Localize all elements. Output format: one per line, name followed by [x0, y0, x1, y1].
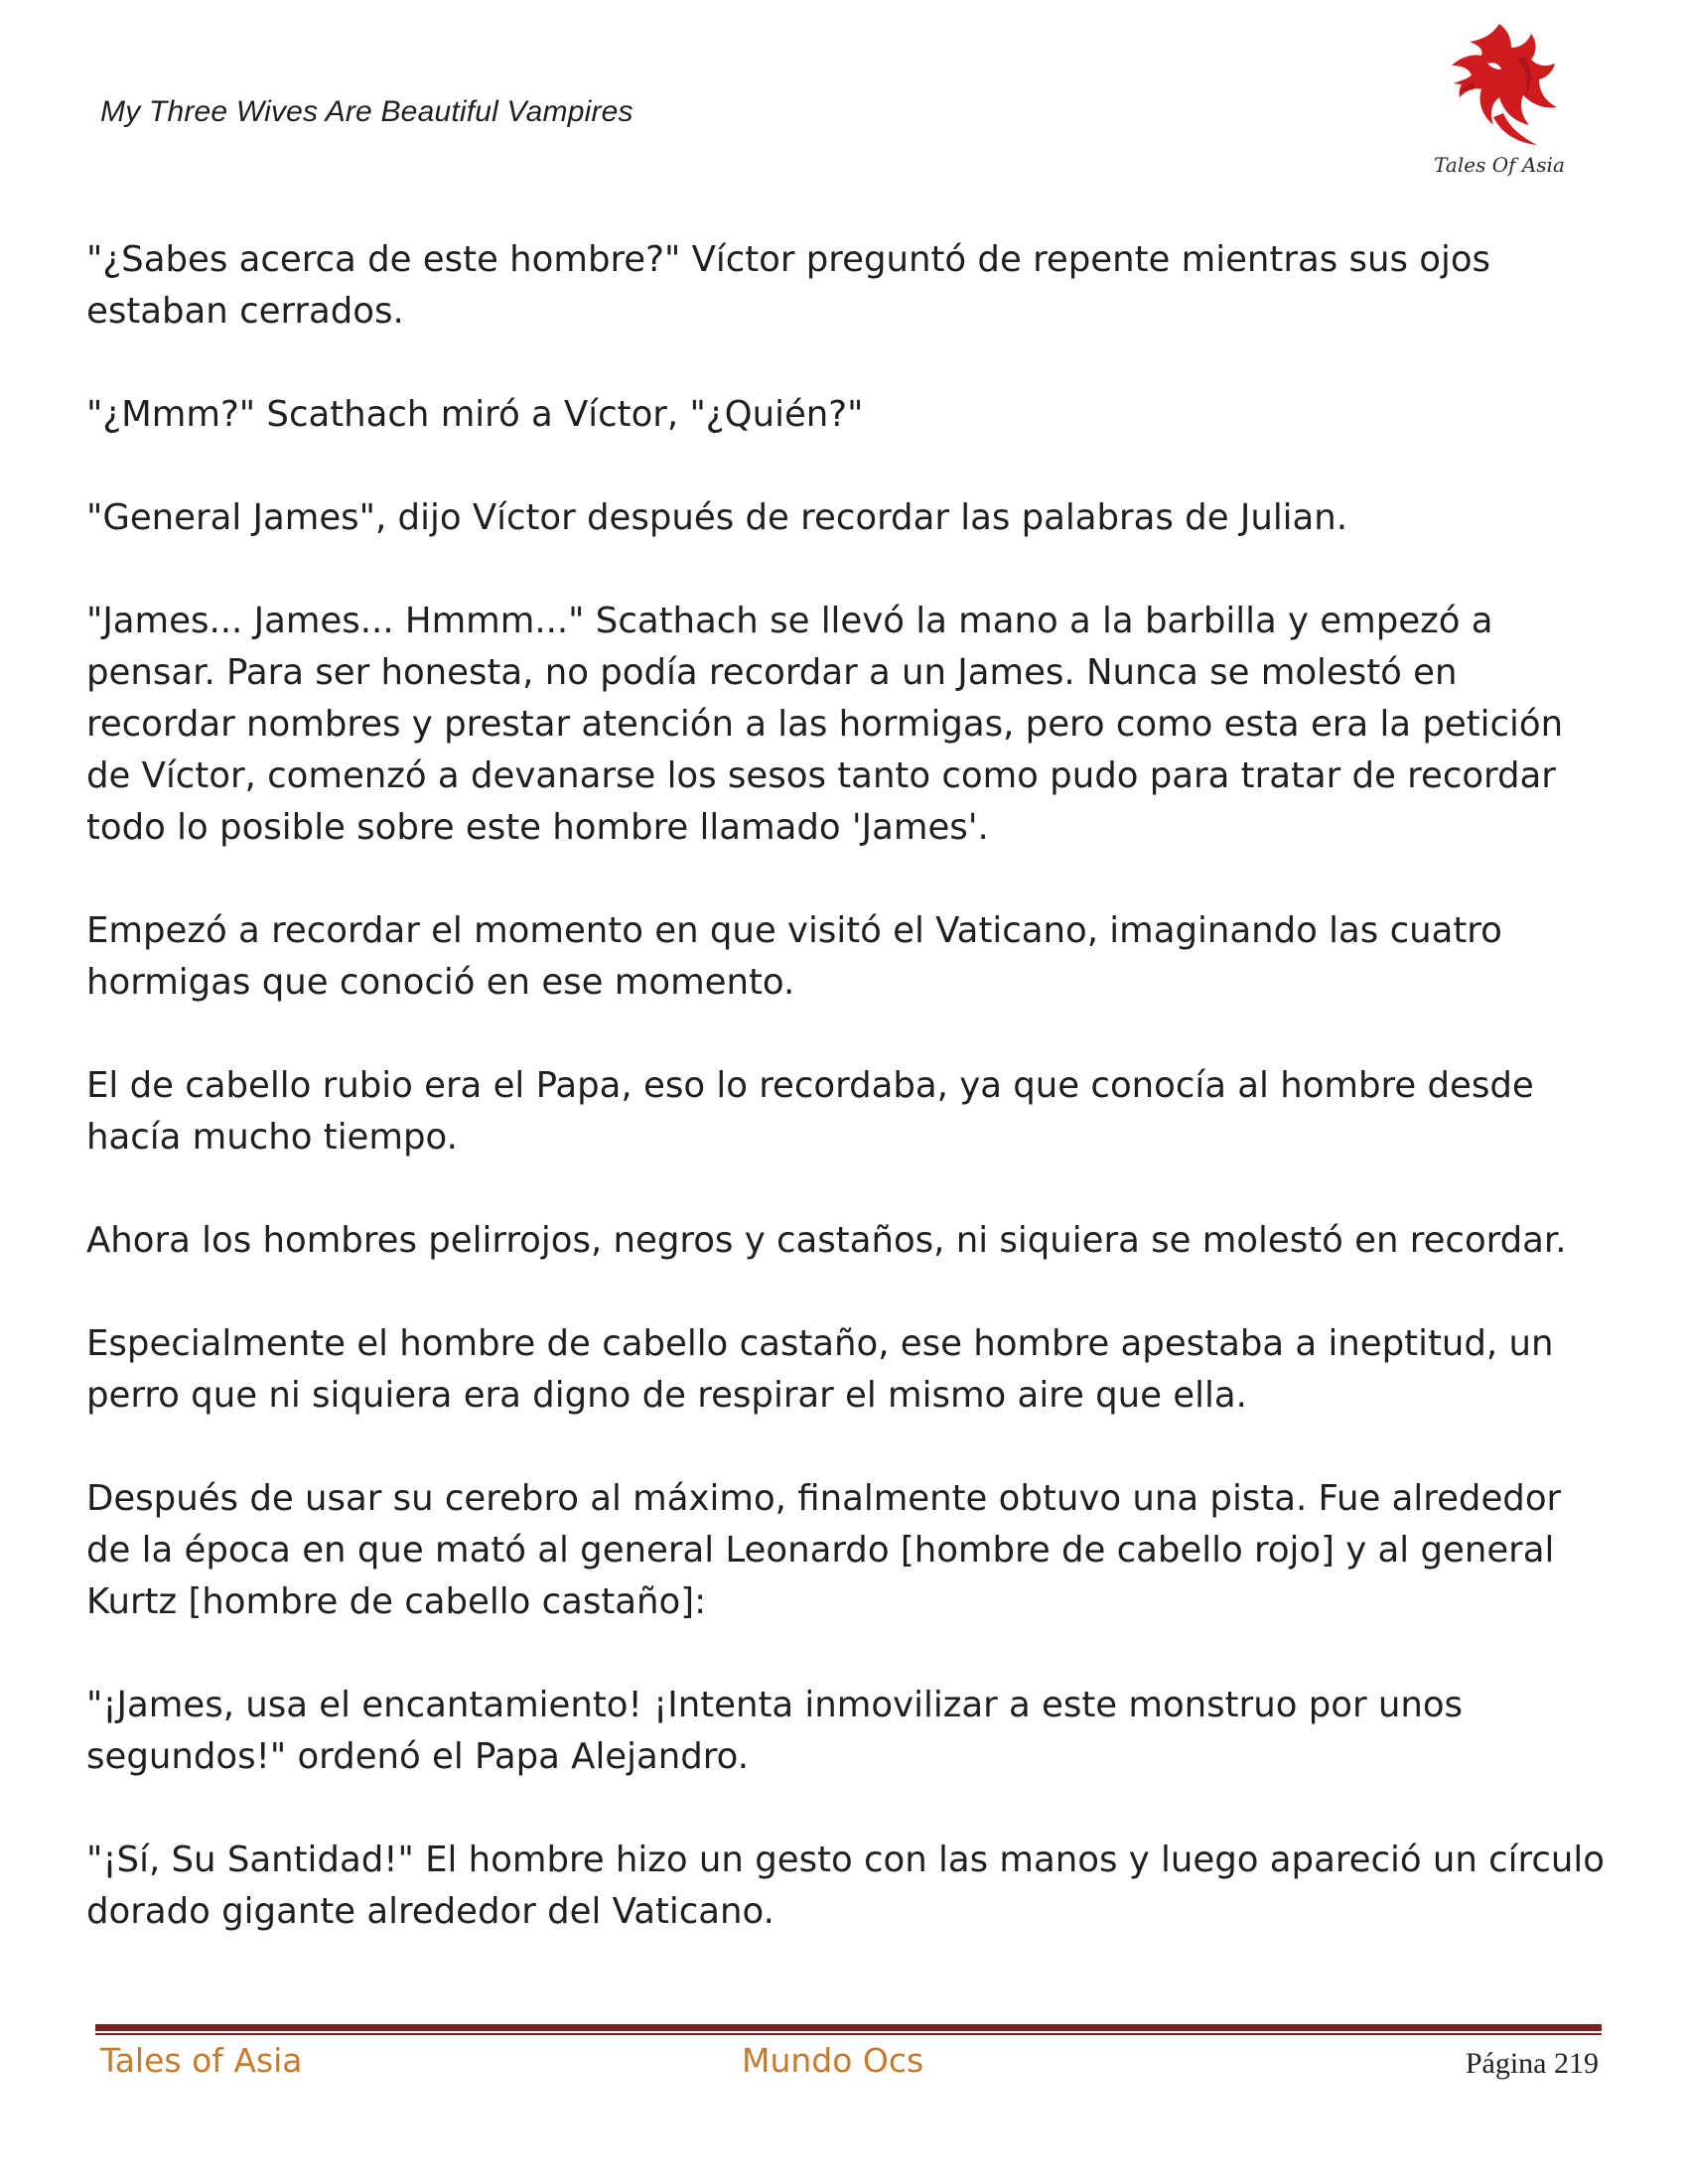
paragraph: Después de usar su cerebro al máximo, finalmente obtuvo una pista. Fue alrededor de la época en que mató al general Leonardo [hombre de cabello rojo] y al general Kurtz [hombre de cabello castaño]: [86, 1478, 1562, 1622]
paragraph: Ahora los hombres pelirrojos, negros y castaños, ni siquiera se molestó en recordar. [86, 1220, 1567, 1261]
paragraph: "¡James, usa el encantamiento! ¡Intenta inmovilizar a este monstruo por unos segundos!" ordenó el Papa Alejandro. [86, 1685, 1464, 1777]
paragraph: "General James", dijo Víctor después de recordar las palabras de Julian. [86, 497, 1348, 538]
footer-site: Mundo Ocs [742, 2041, 924, 2080]
paragraph: Especialmente el hombre de cabello castaño, ese hombre apestaba a ineptitud, un perro que ni siquiera era digno de respirar el mismo aire que ella. [86, 1323, 1554, 1416]
paragraph: El de cabello rubio era el Papa, eso lo recordaba, ya que conocía al hombre desde hacía mucho tiempo. [86, 1065, 1534, 1158]
paragraph: Empezó a recordar el momento en que visitó el Vaticano, imaginando las cuatro hormigas que conoció en ese momento. [86, 910, 1502, 1003]
dragon-icon [1430, 18, 1569, 157]
publisher-logo [1430, 18, 1569, 183]
paragraph: "James... James... Hmmm..." Scathach se llevó la mano a la barbilla y empezó a pensar. Para ser honesta, no podía recordar a un James. Nunca se molestó en recordar nombres y prestar atención a las hormigas, pero como esta era la petición de Víctor, comenzó a devanarse los sesos tanto como pudo para tratar de recordar todo lo posible sobre este hombre llamado 'James'. [86, 601, 1564, 848]
paragraph: "¿Sabes acerca de este hombre?" Víctor preguntó de repente mientras sus ojos estaban cerrados. [86, 239, 1491, 332]
page-body [86, 234, 1616, 1989]
book-title: My Three Wives Are Beautiful Vampires [100, 95, 633, 128]
footer-divider [95, 2024, 1602, 2036]
paragraph: "¿Mmm?" Scathach miró a Víctor, "¿Quién?" [86, 394, 864, 435]
logo-text: Tales Of Asia [1434, 153, 1565, 177]
footer-publisher: Tales of Asia [100, 2041, 303, 2080]
page-number: Página 219 [1465, 2047, 1599, 2080]
paragraph: "¡Sí, Su Santidad!" El hombre hizo un gesto con las manos y luego apareció un círculo dorado gigante alrededor del Vaticano. [86, 1840, 1605, 1932]
